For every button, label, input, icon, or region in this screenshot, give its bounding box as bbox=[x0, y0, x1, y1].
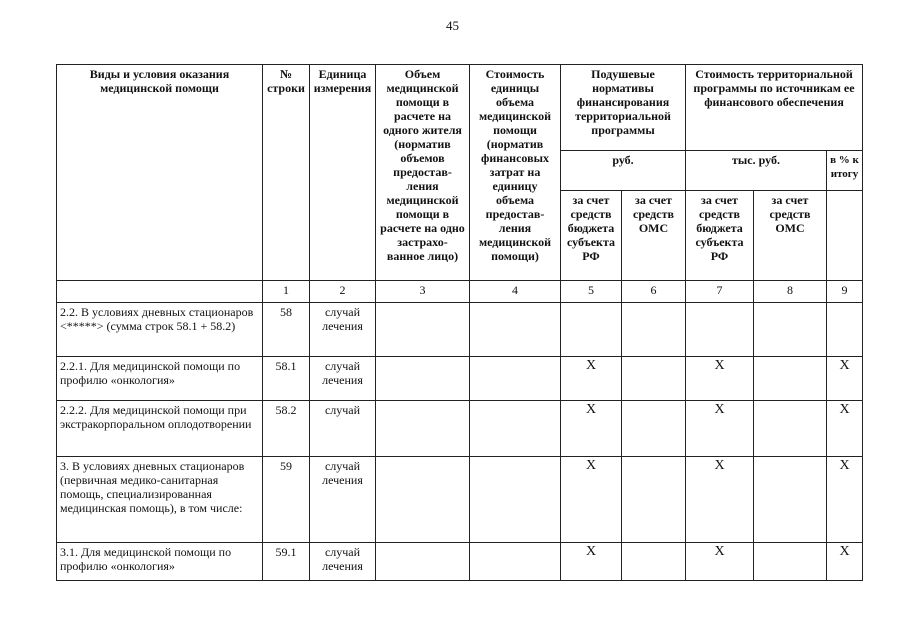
row-description: 3. В условиях дневных стационаров (первичная медико-санитарная помощь, специализированная медицинская помощь), в том числе: bbox=[57, 457, 263, 543]
cell-col7: X bbox=[686, 401, 754, 457]
header-oms-8: за счет средств ОМС bbox=[754, 191, 827, 281]
cell-col9: X bbox=[827, 401, 863, 457]
row-number: 58.1 bbox=[263, 357, 310, 401]
header-per-capita: Подушевые нормативы финансирования территориальной программы bbox=[561, 65, 686, 151]
row-description: 3.1. Для медицинской помощи по профилю «онкология» bbox=[57, 543, 263, 581]
column-number: 9 bbox=[827, 281, 863, 303]
header-budget-7: за счет средств бюджета субъекта РФ bbox=[686, 191, 754, 281]
page-number: 45 bbox=[446, 18, 459, 33]
table-row bbox=[57, 357, 863, 401]
cell-col7: X bbox=[686, 357, 754, 401]
row-number: 58 bbox=[263, 303, 310, 357]
column-number: 2 bbox=[310, 281, 376, 303]
cell-col9: X bbox=[827, 457, 863, 543]
cell-col5 bbox=[561, 303, 622, 357]
header-thous-rub: тыс. руб. bbox=[686, 151, 827, 191]
cell-col5: X bbox=[561, 543, 622, 581]
header-cost-territorial: Стоимость территориальной программы по источникам ее финансового обеспечения bbox=[686, 65, 863, 151]
medical-care-table bbox=[56, 64, 863, 581]
header-volume: Объем медицинской помощи в расчете на одного жителя (норматив объемов предостав-ления медицинской помощи в расчете на одно застрахо-ванное лицо) bbox=[376, 65, 470, 281]
row-number: 59 bbox=[263, 457, 310, 543]
row-number: 59.1 bbox=[263, 543, 310, 581]
cell-col5: X bbox=[561, 357, 622, 401]
column-number: 4 bbox=[470, 281, 561, 303]
header-row-no: № строки bbox=[263, 65, 310, 281]
table-row bbox=[57, 401, 863, 457]
row-unit: случай лечения bbox=[310, 357, 376, 401]
header-pct-total: в % к итогу bbox=[827, 151, 863, 191]
cell-col9 bbox=[827, 303, 863, 357]
column-number-blank bbox=[57, 281, 263, 303]
header-cost-unit: Стоимость единицы объема медицинской помощи (норматив финансовых затрат на единицу объема предостав-ления медицинской помощи) bbox=[470, 65, 561, 281]
row-unit: случай bbox=[310, 401, 376, 457]
cell-col9: X bbox=[827, 357, 863, 401]
header-unit: Единица измерения bbox=[310, 65, 376, 281]
table-row bbox=[57, 303, 863, 357]
header-oms-6: за счет средств ОМС bbox=[622, 191, 686, 281]
cell-col5: X bbox=[561, 457, 622, 543]
row-description: 2.2.1. Для медицинской помощи по профилю «онкология» bbox=[57, 357, 263, 401]
header-types: Виды и условия оказания медицинской помощи bbox=[57, 65, 263, 281]
row-description: 2.2. В условиях дневных стационаров <*****> (сумма строк 58.1 + 58.2) bbox=[57, 303, 263, 357]
cell-col7 bbox=[686, 303, 754, 357]
column-number: 7 bbox=[686, 281, 754, 303]
table-row bbox=[57, 543, 863, 581]
header-budget-5: за счет средств бюджета субъекта РФ bbox=[561, 191, 622, 281]
header-empty-9 bbox=[827, 191, 863, 281]
column-number: 1 bbox=[263, 281, 310, 303]
row-unit: случай лечения bbox=[310, 303, 376, 357]
row-unit: случай лечения bbox=[310, 543, 376, 581]
column-number: 8 bbox=[754, 281, 827, 303]
column-number: 6 bbox=[622, 281, 686, 303]
row-unit: случай лечения bbox=[310, 457, 376, 543]
header-rub: руб. bbox=[561, 151, 686, 191]
table-row bbox=[57, 457, 863, 543]
cell-col7: X bbox=[686, 457, 754, 543]
row-description: 2.2.2. Для медицинской помощи при экстракорпоральном оплодотворении bbox=[57, 401, 263, 457]
row-number: 58.2 bbox=[263, 401, 310, 457]
column-number: 3 bbox=[376, 281, 470, 303]
cell-col9: X bbox=[827, 543, 863, 581]
column-number-row bbox=[57, 281, 863, 303]
cell-col5: X bbox=[561, 401, 622, 457]
column-number: 5 bbox=[561, 281, 622, 303]
cell-col7: X bbox=[686, 543, 754, 581]
